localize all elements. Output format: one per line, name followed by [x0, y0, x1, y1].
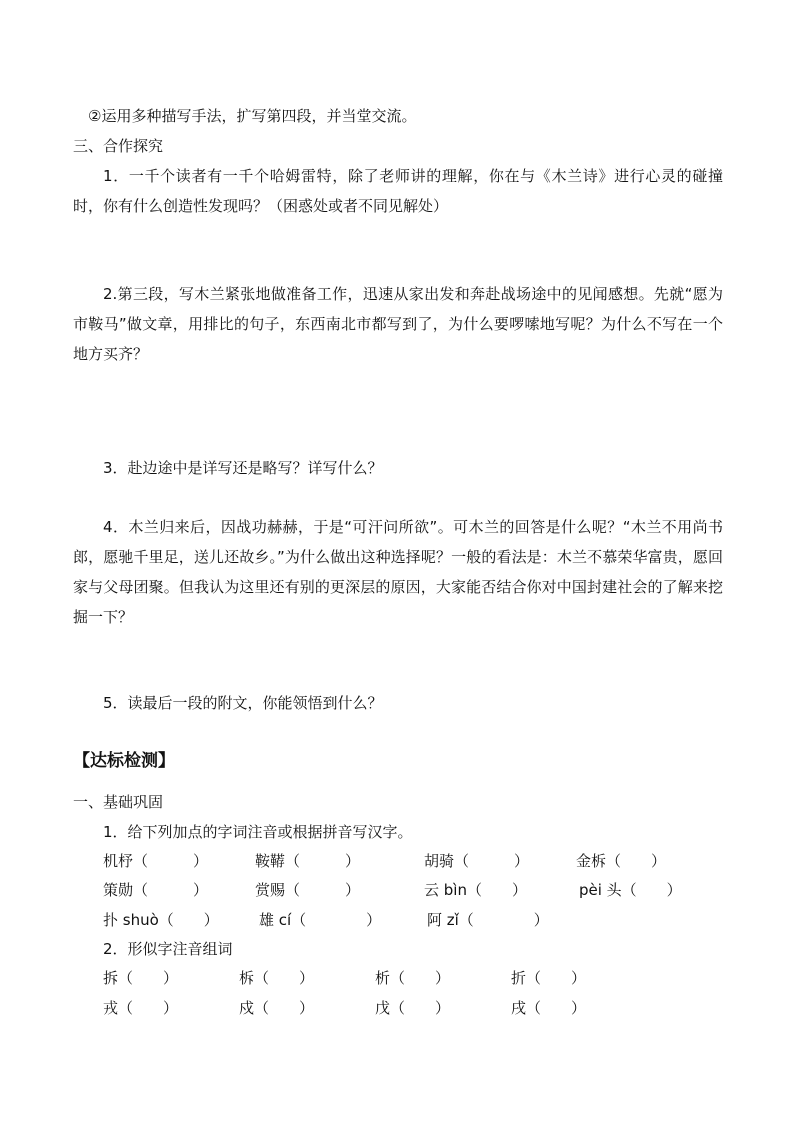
intro-item: ②运用多种描写手法，扩写第四段，并当堂交流。 — [88, 107, 417, 125]
task2-item: 拆（ ） — [103, 969, 179, 987]
task2-item: 折（ ） — [511, 969, 587, 987]
task1-item: pèi 头（ ） — [579, 881, 682, 899]
task1-item: 机杼（ ） — [103, 852, 209, 870]
task2-item: 析（ ） — [375, 969, 451, 987]
task2-item: 戊（ ） — [375, 999, 451, 1017]
section3-title: 三、合作探究 — [73, 137, 164, 155]
task2-instruction: 2．形似字注音组词 — [103, 940, 233, 958]
task2-item: 戍（ ） — [239, 999, 315, 1017]
task1-item: 鞍鞯（ ） — [255, 852, 361, 870]
section1-title: 一、基础巩固 — [73, 793, 164, 811]
task1-item: 扑 shuò（ ） — [103, 911, 219, 929]
task1-item: 阿 zǐ（ ） — [427, 911, 549, 929]
question-4: 4．木兰归来后，因战功赫赫，于是“可汗问所欲”。可木兰的回答是什么呢？“木兰不用尚书郎，愿驰千里足，送儿还故乡。”为什么做出这种选择呢？一般的看法是：木兰不慕荣华富贵，愿回家与父母团聚。但我认为这里还有别的更深层的原因，大家能否结合你对中国封建社会的了解来挖掘一下？ — [73, 518, 723, 626]
task2-item: 柝（ ） — [239, 969, 315, 987]
task1-item: 胡骑（ ） — [424, 852, 530, 870]
task1-item: 赏赐（ ） — [255, 881, 361, 899]
task1-item: 策勋（ ） — [103, 881, 209, 899]
question-1: 1．一千个读者有一千个哈姆雷特，除了老师讲的理解，你在与《木兰诗》进行心灵的碰撞时，你有什么创造性发现吗？（困惑处或者不同见解处） — [73, 167, 723, 215]
task1-instruction: 1．给下列加点的字词注音或根据拼音写汉字。 — [103, 823, 413, 841]
task1-item: 雄 cí（ ） — [259, 911, 382, 929]
question-5: 5．读最后一段的附文，你能领悟到什么？ — [103, 694, 383, 712]
check-heading: 【达标检测】 — [73, 751, 175, 771]
task2-item: 戎（ ） — [103, 999, 179, 1017]
question-2: 2.第三段，写木兰紧张地做准备工作，迅速从家出发和奔赴战场途中的见闻感想。先就“愿为市鞍马”做文章，用排比的句子，东西南北市都写到了，为什么要啰嗦地写呢？为什么不写在一个地方买齐？ — [73, 285, 723, 363]
task1-item: 云 bìn（ ） — [424, 881, 527, 899]
task1-item: 金柝（ ） — [576, 852, 667, 870]
task2-item: 戌（ ） — [511, 999, 587, 1017]
question-3: 3．赴边途中是详写还是略写？详写什么？ — [103, 459, 383, 477]
